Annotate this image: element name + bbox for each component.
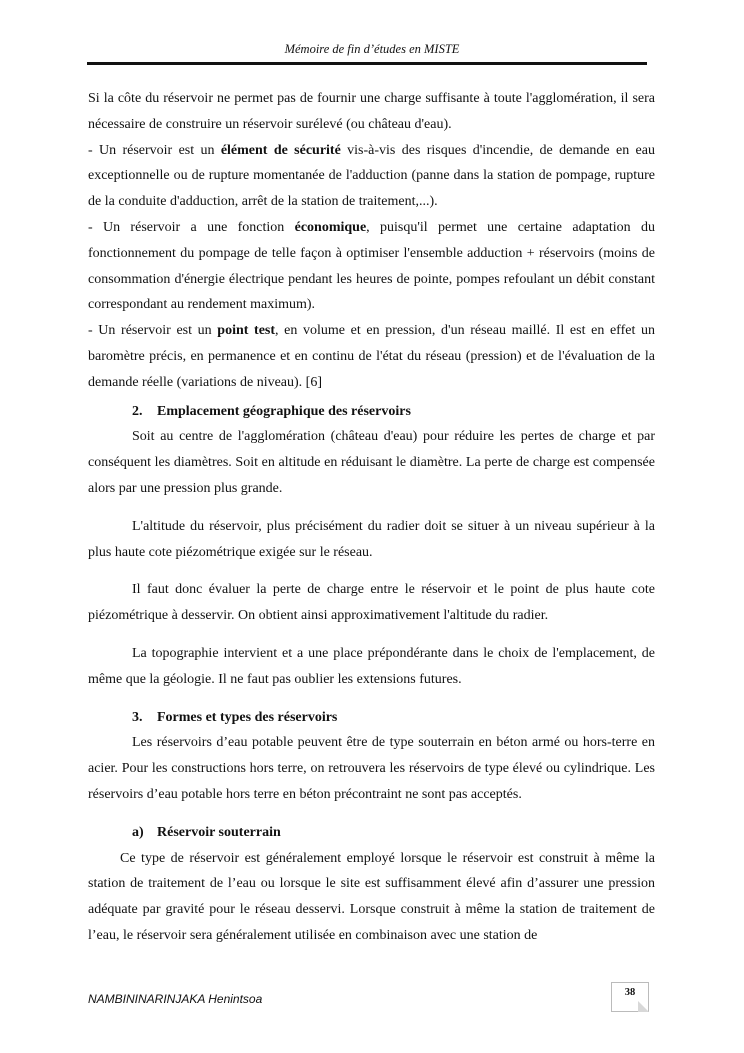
bold-term-point-test: point test [217,323,276,339]
subsection-letter: a) [132,824,144,840]
paragraph-altitude: L'altitude du réservoir, plus précisément du radier doit se situer à un niveau supérieur à la plus haute cote piézométrique exigée sur le réseau. [88,518,655,560]
paragraph-securite [88,138,655,215]
subsection-title: Réservoir souterrain [157,824,281,840]
page-number-box [611,982,649,1012]
paragraph-point-test [88,318,655,395]
text-run: , puisqu'il permet une certaine adaptation du fonctionnement du pompage de telle façon à optimiser l'ensemble adduction + réservoirs (moins de consommation d'énergie électrique pendant les heures de pointe, pompes refoulant un débit constant correspondant au rendement maximum). [88,219,655,313]
text-run: - Un réservoir est un [88,142,221,158]
paragraph-topographie: La topographie intervient et a une place prépondérante dans le choix de l'emplacement, de même que la géologie. Il ne faut pas oublier les extensions futures. [88,645,655,687]
paragraph-charge: Si la côte du réservoir ne permet pas de fournir une charge suffisante à toute l'agglomération, il sera nécessaire de construire un réservoir surélevé (ou château d'eau). [88,91,655,132]
paragraph-souterrain: Ce type de réservoir est généralement employé lorsque le réservoir est construit à même la station de traitement de l’eau ou lorsque le site est suffisamment élevé afin d’assurer une pression adéquate par gravité pour le réseau desservi. Lorsque construit à même la station de traitement de l’eau, le réservoir sera généralement utilisée en combinaison avec une station de [88,850,655,943]
text-run: vis-à-vis des risques d'incendie, de demande en eau exceptionnelle ou de rupture momentanée de l'adduction (panne dans la station de pompage, rupture de la conduite d'adduction, arrêt de la station de traitement,...). [88,142,655,210]
section-number: 3. [132,709,143,725]
bold-term-economique: économique [294,219,367,235]
paragraph-types-reservoirs: Les réservoirs d’eau potable peuvent être de type souterrain en béton armé ou hors-terre en acier. Pour les constructions hors terre, on retrouvera les réservoirs de type élevé ou cylindrique. Les réservoirs d’eau potable hors terre en béton précontraint ne sont pas acceptés. [88,735,655,802]
section-title: Formes et types des réservoirs [157,709,338,725]
page-number: 38 [624,987,636,998]
bold-term-securite: élément de sécurité [220,142,341,158]
header-rule [87,62,647,65]
footer-author: NAMBININARINJAKA Henintsoa [88,992,263,1006]
text-run: , en volume et en pression, d'un réseau maillé. Il est en effet un baromètre précis, en permanence et en continu de l'état du réseau (pression) et de l'évaluation de la demande réelle (variations de niveau). [6] [88,323,655,390]
text-run: - Un réservoir a une fonction [88,219,295,235]
section-heading-formes [132,705,655,731]
page-body [88,86,655,949]
section-title: Emplacement géographique des réservoirs [157,403,411,419]
section-number: 2. [132,403,143,419]
paragraph-perte-charge: Il faut donc évaluer la perte de charge entre le réservoir et le point de plus haute cote piézométrique à desservir. On obtient ainsi approximativement l'altitude du radier. [88,582,655,624]
section-heading-emplacement [132,399,655,425]
text-run: - Un réservoir est un [88,323,218,339]
running-header: Mémoire de fin d’études en MISTE [284,42,460,56]
paragraph-economique [88,215,655,318]
paragraph-emplacement-centre: Soit au centre de l'agglomération (château d'eau) pour réduire les pertes de charge et par conséquent les diamètres. Soit en altitude en réduisant le diamètre. La perte de charge est compensée alors par une pression plus grande. [88,429,655,496]
page-corner-fold [638,1001,649,1012]
subsection-heading-souterrain [132,820,655,846]
